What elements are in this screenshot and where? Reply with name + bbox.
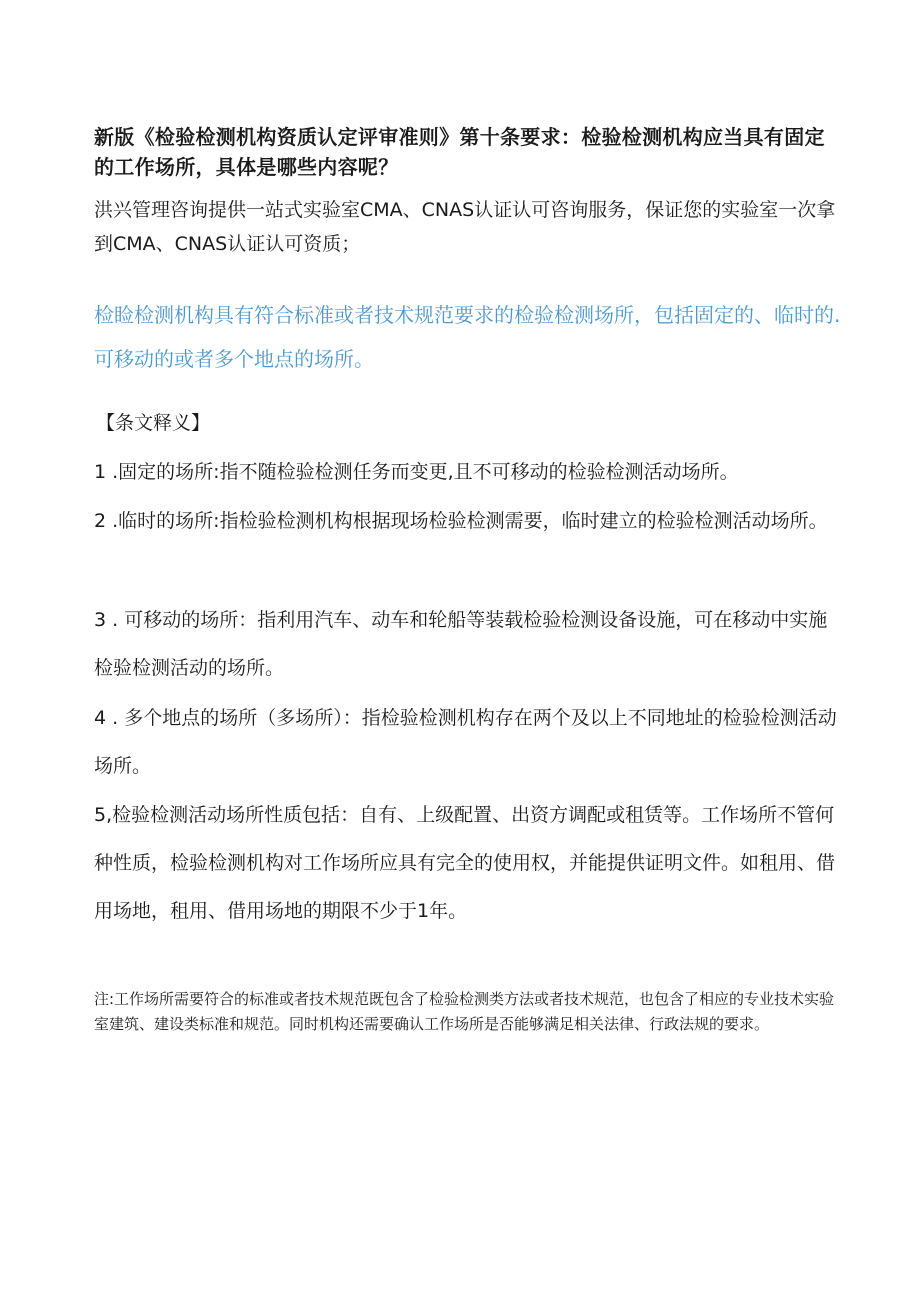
clause-item: 3 . 可移动的场所：指利用汽车、动车和轮船等装载检验检测设备设施，可在移动中实施检验检测活动的场所。 bbox=[94, 609, 828, 679]
highlight-paragraph: 检睑检测机构具有符合标准或者技术规范要求的检验检测场所，包括固定的、临时的.可移动的或者多个地点的场所。 bbox=[94, 303, 841, 371]
clause-item: 2 .临时的场所:指检验检测机构根据现场检验检测需要，临时建立的检验检测活动场所。 bbox=[94, 510, 828, 532]
clause-item: 1 .固定的场所:指不随检验检测任务而变更,且不可移动的检验检测活动场所。 bbox=[94, 461, 739, 483]
clause-item: 5,检验检测活动场所性质包括：自有、上级配置、出资方调配或租赁等。工作场所不管何种性质，检验检测机构对工作场所应具有完全的使用权，并能提供证明文件。如租用、借用场地，租用、借用场地的期限不少于1年。 bbox=[94, 804, 836, 922]
intro-paragraph: 洪兴管理咨询提供一站式实验室CMA、CNAS认证认可咨询服务，保证您的实验室一次拿到CMA、CNAS认证认可资质； bbox=[94, 199, 836, 255]
footnote: 注:工作场所需要符合的标准或者技术规范既包含了检验检测类方法或者技术规范，也包含了相应的专业技术实验室建筑、建设类标准和规范。同时机构还需要确认工作场所是否能够满足相关法律、行政法规的要求。 bbox=[94, 990, 835, 1033]
document-title: 新版《检验检测机构资质认定评审准则》第十条要求：检验检测机构应当具有固定的工作场所，具体是哪些内容呢？ bbox=[94, 125, 825, 179]
section-heading: 【条文释义】 bbox=[96, 412, 211, 434]
clause-item: 4 . 多个地点的场所（多场所）：指检验检测机构存在两个及以上不同地址的检验检测活动场所。 bbox=[94, 707, 837, 777]
